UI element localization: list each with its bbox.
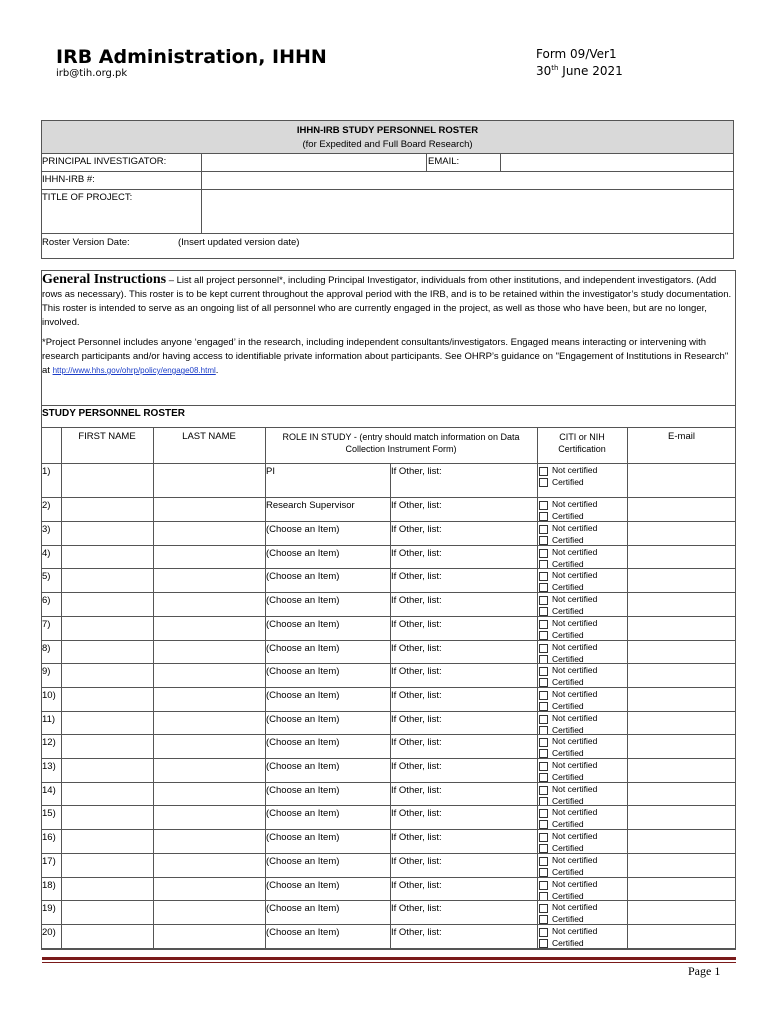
role-select[interactable]: (Choose an Item) <box>266 926 340 938</box>
email-input[interactable] <box>628 854 735 876</box>
not-certified-label: Not certified <box>552 712 598 723</box>
col-email: E-mail <box>668 431 695 442</box>
certified-label: Certified <box>552 582 584 593</box>
email-input[interactable] <box>628 593 735 615</box>
not-certified-checkbox[interactable] <box>539 904 548 913</box>
row-number: 17) <box>42 855 56 867</box>
row-number: 20) <box>42 926 56 938</box>
col-last-name: LAST NAME <box>182 431 236 442</box>
last-name-input[interactable] <box>154 664 264 686</box>
email-input[interactable] <box>628 806 735 828</box>
not-certified-checkbox[interactable] <box>539 928 548 937</box>
role-select[interactable]: (Choose an Item) <box>266 666 340 678</box>
certified-checkbox[interactable] <box>539 773 548 782</box>
irb-number-input[interactable] <box>202 172 733 188</box>
not-certified-label: Not certified <box>552 465 598 475</box>
role-select[interactable]: (Choose an Item) <box>266 737 340 749</box>
first-name-input[interactable] <box>62 830 152 852</box>
not-certified-checkbox[interactable] <box>539 572 548 581</box>
role-select[interactable]: (Choose an Item) <box>266 618 340 630</box>
last-name-input[interactable] <box>154 546 264 568</box>
certified-checkbox[interactable] <box>539 892 548 901</box>
role-select[interactable]: (Choose an Item) <box>266 784 340 796</box>
row-number: 8) <box>42 642 51 654</box>
certified-label: Certified <box>552 748 584 759</box>
not-certified-checkbox[interactable] <box>539 620 548 629</box>
other-role-input[interactable]: If Other, list: <box>391 500 442 511</box>
last-name-input[interactable] <box>154 641 264 663</box>
not-certified-label: Not certified <box>552 641 598 652</box>
first-name-input[interactable] <box>62 759 152 781</box>
not-certified-checkbox[interactable] <box>539 467 548 476</box>
row-number: 4) <box>42 547 51 559</box>
other-role-input[interactable]: If Other, list: <box>391 466 442 477</box>
irb-number-label: IHHN-IRB #: <box>42 174 95 185</box>
role-select[interactable]: (Choose an Item) <box>266 832 340 844</box>
not-certified-checkbox[interactable] <box>539 596 548 605</box>
certified-checkbox[interactable] <box>539 655 548 664</box>
other-role-input[interactable]: If Other, list: <box>391 666 442 678</box>
last-name-input[interactable] <box>154 854 264 876</box>
other-role-input[interactable]: If Other, list: <box>391 832 442 844</box>
certified-checkbox[interactable] <box>539 536 548 545</box>
first-name-input[interactable] <box>62 641 152 663</box>
other-role-input[interactable]: If Other, list: <box>391 855 442 867</box>
first-name-input[interactable] <box>62 901 152 923</box>
email-input[interactable] <box>628 498 735 520</box>
role-select[interactable]: (Choose an Item) <box>266 524 340 535</box>
email-input[interactable] <box>628 712 735 734</box>
not-certified-checkbox[interactable] <box>539 833 548 842</box>
certified-label: Certified <box>552 914 584 925</box>
roster-date-input[interactable]: (Insert updated version date) <box>178 237 300 248</box>
other-role-input[interactable]: If Other, list: <box>391 642 442 654</box>
certified-label: Certified <box>552 937 584 948</box>
role-select[interactable]: (Choose an Item) <box>266 595 340 607</box>
row-number: 16) <box>42 832 56 844</box>
first-name-input[interactable] <box>62 735 152 757</box>
other-role-input[interactable]: If Other, list: <box>391 761 442 772</box>
instructions-paragraph-2: *Project Personnel includes anyone ‘engaged’ in the research, including independent consultants/investigators. Engaged means interacting or intervening with research participants and/or having access to identifiable private information about participants. See OHRP’s guidance on "Engagement of Institutions in Research" at <box>42 337 729 376</box>
pi-input[interactable] <box>202 154 425 170</box>
first-name-input[interactable] <box>62 522 152 544</box>
row-number: 5) <box>42 571 51 583</box>
not-certified-label: Not certified <box>552 854 598 865</box>
certified-checkbox[interactable] <box>539 844 548 853</box>
row-number: 2) <box>42 500 51 511</box>
email-input[interactable] <box>628 569 735 591</box>
row-number: 1) <box>42 466 51 477</box>
row-number: 15) <box>42 808 56 820</box>
role-select[interactable]: PI <box>266 466 275 477</box>
first-name-input[interactable] <box>62 617 152 639</box>
other-role-input[interactable]: If Other, list: <box>391 926 442 938</box>
info-table-subtitle: (for Expedited and Full Board Research) <box>302 139 473 150</box>
certified-label: Certified <box>552 795 584 806</box>
other-role-input[interactable]: If Other, list: <box>391 689 442 701</box>
certified-checkbox[interactable] <box>539 939 548 948</box>
first-name-input[interactable] <box>62 925 152 947</box>
last-name-input[interactable] <box>154 830 264 852</box>
not-certified-label: Not certified <box>552 807 598 818</box>
certified-label: Certified <box>552 477 584 487</box>
first-name-input[interactable] <box>62 688 152 710</box>
first-name-input[interactable] <box>62 878 152 900</box>
role-select[interactable]: (Choose an Item) <box>266 903 340 915</box>
last-name-input[interactable] <box>154 617 264 639</box>
certified-label: Certified <box>552 700 584 711</box>
project-title-input[interactable] <box>202 190 733 232</box>
last-name-input[interactable] <box>154 783 264 805</box>
not-certified-label: Not certified <box>552 783 598 794</box>
last-name-input[interactable] <box>154 464 264 496</box>
page-number: Page 1 <box>688 964 721 978</box>
not-certified-label: Not certified <box>552 878 598 889</box>
last-name-input[interactable] <box>154 569 264 591</box>
row-number: 3) <box>42 524 51 535</box>
certified-checkbox[interactable] <box>539 915 548 924</box>
not-certified-checkbox[interactable] <box>539 786 548 795</box>
row-number: 13) <box>42 761 56 772</box>
org-email: irb@tih.org.pk <box>56 68 128 79</box>
email-input[interactable] <box>628 464 735 496</box>
last-name-input[interactable] <box>154 735 264 757</box>
roster-title: STUDY PERSONNEL ROSTER <box>42 408 185 419</box>
not-certified-label: Not certified <box>552 760 598 770</box>
last-name-input[interactable] <box>154 759 264 781</box>
email-input[interactable] <box>628 664 735 686</box>
certified-label: Certified <box>552 677 584 688</box>
info-table-title: IHHN-IRB STUDY PERSONNEL ROSTER <box>296 125 479 136</box>
first-name-input[interactable] <box>62 783 152 805</box>
role-select[interactable]: Research Supervisor <box>266 500 355 511</box>
certified-label: Certified <box>552 535 584 545</box>
last-name-input[interactable] <box>154 925 264 947</box>
role-select[interactable]: (Choose an Item) <box>266 571 340 583</box>
row-number: 14) <box>42 784 56 796</box>
last-name-input[interactable] <box>154 901 264 923</box>
email-input[interactable] <box>628 783 735 805</box>
other-role-input[interactable]: If Other, list: <box>391 595 442 607</box>
form-date: 30th June 2021 <box>536 64 623 78</box>
email-input[interactable] <box>628 901 735 923</box>
form-id <box>536 47 623 78</box>
certified-label: Certified <box>552 511 584 521</box>
roster-date-label: Roster Version Date: <box>42 237 130 248</box>
last-name-input[interactable] <box>154 688 264 710</box>
footer-rule <box>42 957 736 960</box>
row-number: 7) <box>42 618 51 630</box>
col-certification: CITI or NIH Certification <box>558 432 606 454</box>
role-select[interactable]: (Choose an Item) <box>266 547 340 559</box>
org-title: IRB Administration, IHHN <box>56 46 327 68</box>
email-input[interactable] <box>628 759 735 781</box>
role-select[interactable]: (Choose an Item) <box>266 713 340 725</box>
project-title-label: TITLE OF PROJECT: <box>42 192 133 203</box>
certified-checkbox[interactable] <box>539 726 548 735</box>
not-certified-label: Not certified <box>552 736 598 747</box>
certified-checkbox[interactable] <box>539 868 548 877</box>
first-name-input[interactable] <box>62 593 152 615</box>
certified-checkbox[interactable] <box>539 702 548 711</box>
row-number: 11) <box>42 713 56 725</box>
first-name-input[interactable] <box>62 464 152 496</box>
instructions-heading: General Instructions <box>42 272 167 287</box>
email-label: EMAIL: <box>428 156 460 167</box>
pi-label: PRINCIPAL INVESTIGATOR: <box>42 156 167 167</box>
not-certified-checkbox[interactable] <box>539 691 548 700</box>
row-number: 6) <box>42 595 51 607</box>
instructions-paragraph-1: – List all project personnel*, including Principal Investigator, individuals from other institutions, and independent investigators. (Add rows as necessary). This roster is to be kept current throughout the approval period with the IRB, and is to be retained within the investigator’s study documentation. This roster is intended to serve as an ongoing list of all personnel who are currently engaged in the project, as well as those who have been, but are no longer, involved. <box>42 275 732 328</box>
other-role-input[interactable]: If Other, list: <box>391 571 442 583</box>
not-certified-checkbox[interactable] <box>539 881 548 890</box>
email-input[interactable] <box>501 154 733 170</box>
certified-label: Certified <box>552 843 584 854</box>
not-certified-checkbox[interactable] <box>539 501 548 510</box>
role-select[interactable]: (Choose an Item) <box>266 855 340 867</box>
row-number: 10) <box>42 689 56 701</box>
other-role-input[interactable]: If Other, list: <box>391 737 442 749</box>
certified-label: Certified <box>552 866 584 877</box>
col-first-name: FIRST NAME <box>78 431 136 442</box>
not-certified-label: Not certified <box>552 546 598 557</box>
row-number: 18) <box>42 879 56 891</box>
not-certified-label: Not certified <box>552 688 598 699</box>
certified-label: Certified <box>552 653 584 664</box>
email-input[interactable] <box>628 878 735 900</box>
certified-checkbox[interactable] <box>539 820 548 829</box>
other-role-input[interactable]: If Other, list: <box>391 547 442 559</box>
row-number: 12) <box>42 737 56 749</box>
last-name-input[interactable] <box>154 593 264 615</box>
email-input[interactable] <box>628 546 735 568</box>
certified-checkbox[interactable] <box>539 583 548 592</box>
not-certified-checkbox[interactable] <box>539 809 548 818</box>
role-select[interactable]: (Choose an Item) <box>266 808 340 820</box>
other-role-input[interactable]: If Other, list: <box>391 618 442 630</box>
not-certified-checkbox[interactable] <box>539 762 548 771</box>
row-number: 9) <box>42 666 51 678</box>
certified-label: Certified <box>552 724 584 735</box>
not-certified-label: Not certified <box>552 617 598 628</box>
certified-checkbox[interactable] <box>539 478 548 487</box>
not-certified-checkbox[interactable] <box>539 738 548 747</box>
not-certified-label: Not certified <box>552 523 598 533</box>
form-number: Form 09/Ver1 <box>536 47 617 61</box>
general-instructions: General Instructions – List all project personnel*, including Principal Investigator, individuals from other institutions, and independent investigators. (Add rows as necessary). This roster is to be kept current throughout the approval period with the IRB, and is to be retained within the investigator’s study documentation. This roster is intended to serve as an ongoing list of all personnel who are currently engaged in the project, as well as those who have been, but are no longer, involved. *Project Personnel includes anyone ‘engaged’ in the research, including independent consultants/investigators. Engaged means interacting or intervening with research participants and/or having access to identifiable private information about participants. See OHRP’s guidance on "Engagement of Institutions in Research" at http://www.hhs.gov/ohrp/policy/engage08.html. <box>42 272 732 376</box>
not-certified-label: Not certified <box>552 499 598 509</box>
not-certified-label: Not certified <box>552 925 598 936</box>
email-input[interactable] <box>628 617 735 639</box>
last-name-input[interactable] <box>154 522 264 544</box>
not-certified-checkbox[interactable] <box>539 525 548 534</box>
certified-checkbox[interactable] <box>539 631 548 640</box>
not-certified-checkbox[interactable] <box>539 549 548 558</box>
other-role-input[interactable]: If Other, list: <box>391 879 442 891</box>
email-input[interactable] <box>628 925 735 947</box>
not-certified-checkbox[interactable] <box>539 644 548 653</box>
certified-label: Certified <box>552 772 584 782</box>
certified-label: Certified <box>552 819 584 830</box>
role-select[interactable]: (Choose an Item) <box>266 761 340 772</box>
certified-checkbox[interactable] <box>539 797 548 806</box>
email-input[interactable] <box>628 830 735 852</box>
first-name-input[interactable] <box>62 712 152 734</box>
certified-label: Certified <box>552 890 584 901</box>
footer-rule-thin <box>42 962 736 963</box>
ohrp-guidance-link[interactable]: http://www.hhs.gov/ohrp/policy/engage08.html <box>52 366 216 375</box>
last-name-input[interactable] <box>154 498 264 520</box>
email-input[interactable] <box>628 688 735 710</box>
certified-checkbox[interactable] <box>539 678 548 687</box>
not-certified-label: Not certified <box>552 570 598 581</box>
not-certified-label: Not certified <box>552 665 598 676</box>
role-select[interactable]: (Choose an Item) <box>266 642 340 654</box>
last-name-input[interactable] <box>154 878 264 900</box>
certified-label: Certified <box>552 558 584 569</box>
certified-checkbox[interactable] <box>539 607 548 616</box>
first-name-input[interactable] <box>62 854 152 876</box>
certified-checkbox[interactable] <box>539 560 548 569</box>
not-certified-label: Not certified <box>552 831 598 842</box>
email-input[interactable] <box>628 641 735 663</box>
first-name-input[interactable] <box>62 806 152 828</box>
email-input[interactable] <box>628 735 735 757</box>
other-role-input[interactable]: If Other, list: <box>391 784 442 796</box>
first-name-input[interactable] <box>62 546 152 568</box>
last-name-input[interactable] <box>154 806 264 828</box>
other-role-input[interactable]: If Other, list: <box>391 808 442 820</box>
row-number: 19) <box>42 903 56 915</box>
first-name-input[interactable] <box>62 569 152 591</box>
email-input[interactable] <box>628 522 735 544</box>
certified-label: Certified <box>552 629 584 640</box>
first-name-input[interactable] <box>62 664 152 686</box>
not-certified-label: Not certified <box>552 902 598 913</box>
role-select[interactable]: (Choose an Item) <box>266 879 340 891</box>
first-name-input[interactable] <box>62 498 152 520</box>
other-role-input[interactable]: If Other, list: <box>391 903 442 915</box>
not-certified-checkbox[interactable] <box>539 715 548 724</box>
col-role: ROLE IN STUDY - (entry should match information on Data Collection Instrument Form) <box>282 432 520 454</box>
certified-label: Certified <box>552 606 584 617</box>
not-certified-checkbox[interactable] <box>539 667 548 676</box>
not-certified-checkbox[interactable] <box>539 857 548 866</box>
other-role-input[interactable]: If Other, list: <box>391 713 442 725</box>
last-name-input[interactable] <box>154 712 264 734</box>
certified-checkbox[interactable] <box>539 749 548 758</box>
certified-checkbox[interactable] <box>539 512 548 521</box>
role-select[interactable]: (Choose an Item) <box>266 689 340 701</box>
not-certified-label: Not certified <box>552 594 598 605</box>
other-role-input[interactable]: If Other, list: <box>391 524 442 535</box>
